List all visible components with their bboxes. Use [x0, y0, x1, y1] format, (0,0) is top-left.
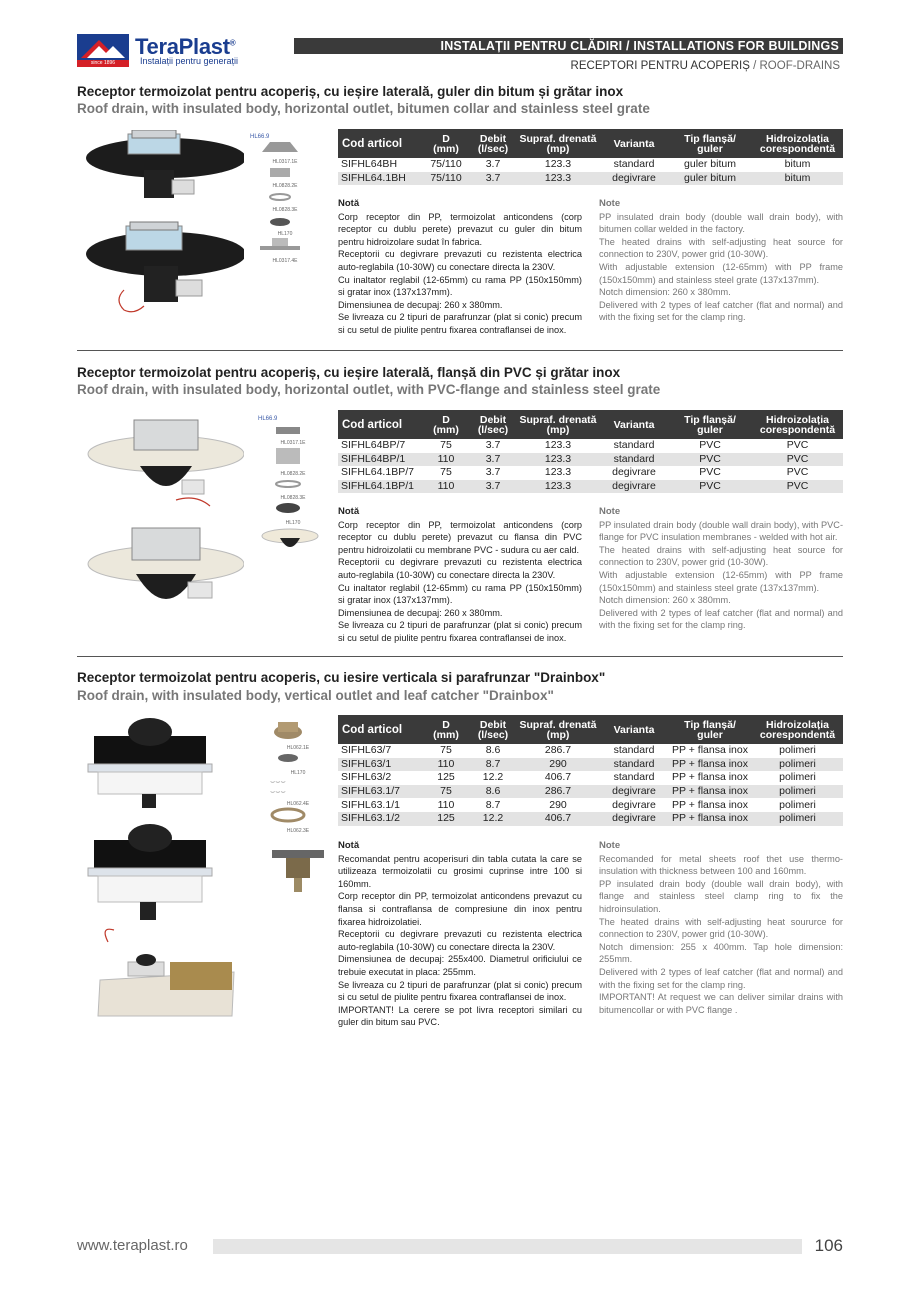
section-3-note-ro — [338, 840, 582, 1029]
footer-bar — [213, 1239, 802, 1254]
cell-code: SIFHL64.1BP/7 — [341, 466, 414, 479]
section-3-note-en — [599, 840, 843, 1016]
brand-name: TeraPlast® — [135, 34, 236, 59]
cell-flange: PP + flansa inox — [668, 758, 752, 772]
cell-flange: guler bitum — [668, 172, 752, 186]
note-line: Recomanded for metal sheets roof thet use thermo-insulation with thickness between 100 and 160mm. — [599, 853, 843, 877]
col-waterproof: Hidroizolația corespondentă — [752, 410, 843, 439]
leaf-catcher-thumb — [258, 501, 318, 515]
col-flange: Tip flanșă/ guler — [668, 715, 752, 744]
cell-area: 406.7 — [516, 812, 600, 826]
cell-variant: standard — [613, 439, 655, 452]
col-flange: Tip flanșă/ guler — [668, 129, 752, 158]
ring-thumb — [250, 192, 310, 202]
cell-waterproof: bitum — [752, 172, 843, 186]
note-line: Receptorii cu degivrare prevazuti cu rezistenta electrica auto-reglabila (10-30W) cu conectare directa la 230V. — [338, 929, 582, 952]
cell-area: 123.3 — [516, 453, 600, 467]
section-1-title-en: Roof drain, with insulated body, horizontal outlet, bitumen collar and stainless steel grate — [77, 101, 650, 116]
col-d: D (mm) — [422, 715, 470, 744]
thumb-label: HL0828.3E — [272, 207, 298, 213]
note-title: Note — [599, 198, 621, 209]
cell-code: SIFHL63/1 — [338, 758, 422, 772]
cell-flange: PP + flansa inox — [672, 771, 748, 784]
cell-area: 406.7 — [544, 771, 572, 784]
cell-code: SIFHL63.1/1 — [341, 798, 400, 811]
cell-flow: 8.6 — [470, 785, 516, 799]
table-row — [338, 771, 843, 785]
table-row — [338, 158, 843, 172]
cell-area: 290 — [516, 758, 600, 772]
cell-waterproof: polimeri — [752, 758, 843, 772]
cell-flange: guler bitum — [684, 158, 736, 171]
col-variant: Varianta — [600, 129, 668, 158]
section-1-note-ro — [338, 198, 582, 337]
note-line: PP insulated drain body (double wall drain body), with flange and stainless steel clamp ring to fix the hidroinsulation. — [599, 878, 843, 914]
cell-flow: 3.7 — [470, 453, 516, 467]
brand-logo[interactable] — [77, 34, 242, 68]
clamp-ring-thumb — [268, 807, 308, 823]
col-waterproof: Hidroizolația corespondentă — [752, 715, 843, 744]
brand-tagline: Instalații pentru generații — [140, 56, 239, 66]
cell-waterproof: polimeri — [752, 812, 843, 826]
col-flow: Debit (l/sec) — [470, 715, 516, 744]
note-line: Delivered with 2 types of leaf catcher (flat and normal) and with the fixing set for the clamp ring. — [599, 966, 843, 990]
col-code: Cod articol — [338, 410, 422, 439]
cell-d: 110 — [422, 758, 470, 772]
cell-variant: standard — [613, 744, 655, 757]
logo-since: since 1896 — [77, 60, 129, 67]
note-line: Notch dimension: 260 x 380mm. — [599, 287, 731, 298]
col-area: Supraf. drenată (mp) — [516, 410, 600, 439]
note-line: With adjustable extension (12-65mm) with PP frame (150x150mm) and stainless steel grate (137x137mm). — [599, 569, 843, 593]
cell-flow: 3.7 — [485, 158, 501, 171]
cell-flow: 12.2 — [470, 812, 516, 826]
note-title: Notă — [338, 840, 360, 851]
cell-area: 123.3 — [516, 172, 600, 186]
table-row — [338, 439, 843, 453]
note-line: Corp receptor din PP, termoizolat anticondens (corp receptor cu dublu perete) prevazut cu guler din bitum pentru hidroizolare sudat în fabrica. — [338, 211, 582, 247]
cell-waterproof: polimeri — [779, 771, 816, 784]
thumb-label: HL062.3E — [286, 828, 310, 834]
cell-variant: degivrare — [600, 480, 668, 494]
section-3-spec-table — [338, 715, 843, 826]
cell-flange: PP + flansa inox — [668, 785, 752, 799]
cell-flange: PP + flansa inox — [668, 812, 752, 826]
cell-variant: degivrare — [600, 172, 668, 186]
col-waterproof: Hidroizolația corespondentă — [752, 129, 843, 158]
cell-d: 75 — [440, 466, 452, 479]
section-2-spec-table — [338, 410, 843, 493]
note-line: IMPORTANT! La cerere se pot livra receptori similari cu guler din bitum sau PVC. — [338, 1004, 582, 1028]
model-label: HL66.9 — [258, 416, 278, 422]
section-3-title-ro: Receptor termoizolat pentru acoperis, cu iesire verticala si parafrunzar "Drainbox" — [77, 670, 606, 685]
col-code: Cod articol — [338, 129, 422, 158]
svg-text:⌣⌣⌣: ⌣⌣⌣ — [270, 787, 286, 796]
cell-variant: standard — [600, 453, 668, 467]
cell-code: SIFHL64BP/1 — [338, 453, 422, 467]
section-3-title-en: Roof drain, with insulated body, vertical outlet and leaf catcher "Drainbox" — [77, 688, 554, 703]
model-label: HL66.9 — [250, 134, 270, 140]
cell-area: 123.3 — [516, 480, 600, 494]
cell-waterproof: polimeri — [752, 785, 843, 799]
note-line: Se livreaza cu 2 tipuri de parafrunzar (plat si conic) precum si cu setul de piulite pentru fixarea contraflansei de inox. — [338, 312, 582, 335]
roof-drain-bitumen-image — [84, 130, 244, 316]
note-line: Corp receptor din PP, termoizolat anticondens prevazut cu flansa si contraflansa de compresiune din inox pentru fixarea hidroizolatiei. — [338, 891, 582, 927]
note-line: IMPORTANT! At request we can deliver similar drains with bitumencollar or with PVC flange . — [599, 992, 843, 1015]
cell-area: 286.7 — [544, 744, 572, 757]
cell-flange: PP + flansa inox — [672, 744, 748, 757]
cell-d: 125 — [437, 771, 455, 784]
cell-flange: PVC — [668, 453, 752, 467]
cell-area: 123.3 — [544, 158, 572, 171]
section-3-components — [268, 718, 328, 899]
category-bar: INSTALAȚII PENTRU CLĂDIRI / INSTALLATIONS FOR BUILDINGS — [294, 38, 843, 54]
thumb-label: HL0828.3E — [280, 495, 306, 501]
section-2-note-ro — [338, 506, 582, 645]
cell-waterproof: PVC — [752, 453, 843, 467]
cell-d: 125 — [422, 812, 470, 826]
cell-d: 75/110 — [430, 158, 462, 171]
thumb-label: HL062.1E — [286, 745, 310, 751]
section-1-note-en — [599, 198, 843, 324]
cell-variant: standard — [613, 158, 655, 171]
table-row — [338, 466, 843, 480]
cell-d: 110 — [422, 480, 470, 494]
cell-d: 110 — [422, 453, 470, 467]
thumb-label: HL0828.2E — [272, 183, 298, 189]
note-line: Recomandat pentru acoperisuri din tabla cutata la care se utilizeaza termoizolatii cu grosimi cuprinse intre 100 si 160mm. — [338, 853, 582, 889]
ring-thumb — [258, 478, 318, 490]
note-line: The heated drains with self-adjusting heat source for connection to 230V, power grid (10-30W). — [599, 544, 843, 568]
footer-website-link[interactable]: www.teraplast.ro — [77, 1237, 188, 1254]
section-2-note-en — [599, 506, 843, 632]
cell-flow: 3.7 — [470, 480, 516, 494]
thumb-label: HL170 — [290, 770, 306, 776]
cell-variant: degivrare — [600, 812, 668, 826]
note-line: Delivered with 2 types of leaf catcher (flat and normal) and with the fixing set for the clamp ring. — [599, 607, 843, 631]
cell-d: 75/110 — [422, 172, 470, 186]
roof-drain-drainbox-image — [84, 716, 244, 1020]
note-line: Se livreaza cu 2 tipuri de parafrunzar (plat si conic) precum si cu setul de piulite pentru fixarea contraflansei de inox. — [338, 979, 582, 1003]
table-row — [338, 172, 843, 186]
cell-variant: standard — [613, 771, 655, 784]
note-line: Cu inaltator reglabil (12-65mm) cu rama PP (150x150mm) si gratar inox (137x137mm). — [338, 582, 582, 606]
cell-flange: PVC — [699, 466, 721, 479]
note-line: Corp receptor din PP, termoizolat anticondens (corp receptor cu dublu perete) prevazut cu flansa din PVC pentru hidroizolatii cu membrane PVC - sudura cu aer cald. — [338, 519, 582, 555]
extension-thumb — [250, 237, 310, 253]
col-area: Supraf. drenată (mp) — [516, 129, 600, 158]
note-title: Note — [599, 840, 621, 851]
table-header-row — [338, 129, 843, 158]
grate-thumb — [258, 425, 318, 435]
note-line: Dimensiunea de decupaj: 260 x 380mm. — [338, 299, 503, 310]
cell-flow: 8.7 — [470, 758, 516, 772]
cell-waterproof: PVC — [752, 480, 843, 494]
cell-waterproof: polimeri — [779, 744, 816, 757]
col-variant: Varianta — [600, 715, 668, 744]
subcategory: RECEPTORI PENTRU ACOPERIȘ / ROOF-DRAINS — [570, 60, 840, 72]
cell-variant: degivrare — [600, 785, 668, 799]
thumb-label: HL0317.1E — [280, 440, 306, 446]
cell-area: 286.7 — [516, 785, 600, 799]
section-2-components — [258, 416, 328, 561]
cell-code: SIFHL63/2 — [341, 771, 392, 784]
frame-thumb — [258, 446, 318, 466]
cell-flow: 8.7 — [485, 798, 501, 811]
note-line: Se livreaza cu 2 tipuri de parafrunzar (plat si conic) precum si cu setul de piulite pentru fixarea contraflansei de inox. — [338, 620, 582, 643]
cell-flow: 12.2 — [482, 771, 504, 784]
section-2-title-en: Roof drain, with insulated body, horizontal outlet, with PVC-flange and stainless steel grate — [77, 382, 661, 397]
cell-flange: PVC — [668, 480, 752, 494]
col-flow: Debit (l/sec) — [470, 410, 516, 439]
col-d: D (mm) — [422, 129, 470, 158]
grate-thumb — [250, 140, 310, 154]
note-title: Notă — [338, 198, 360, 209]
frame-thumb — [250, 166, 310, 178]
cell-code: SIFHL63.1/7 — [338, 785, 422, 799]
note-line: Dimensiunea de decupaj: 255x400. Diametrul orificiului ce trebuie executat in placa: 255mm. — [338, 954, 582, 977]
section-divider — [77, 656, 843, 657]
note-line: Notch dimension: 260 x 380mm. — [599, 595, 731, 606]
cell-code: SIFHL63.1/2 — [338, 812, 422, 826]
cell-d: 75 — [440, 744, 452, 757]
frame-thumb — [268, 751, 308, 765]
thumb-label: HL170 — [277, 231, 293, 237]
cell-code: SIFHL64BP/7 — [341, 439, 406, 452]
leaf-catcher-thumb — [268, 718, 308, 740]
table-header-row — [338, 715, 843, 744]
cell-variant: degivrare — [612, 466, 656, 479]
cell-waterproof: PVC — [786, 439, 809, 452]
cell-area: 290 — [549, 798, 567, 811]
col-area: Supraf. drenată (mp) — [516, 715, 600, 744]
cell-code: SIFHL64.1BP/1 — [338, 480, 422, 494]
cell-code: SIFHL64BH — [341, 158, 398, 171]
cell-flange: PP + flansa inox — [672, 798, 748, 811]
table-header-row — [338, 410, 843, 439]
note-line: The heated drains with self-adjusting heat soururce for connection to 230V, power grid (10-30W). — [599, 916, 843, 940]
cell-area: 123.3 — [544, 439, 572, 452]
thumb-label: HL170 — [285, 520, 301, 526]
note-line: Receptorii cu degivrare prevazuti cu rezistenta electrica auto-reglabila (10-30W) cu conectare directa la 230V. — [338, 557, 582, 580]
cell-code: SIFHL64.1BH — [338, 172, 422, 186]
cell-variant: standard — [600, 758, 668, 772]
page-number: 106 — [814, 1236, 843, 1255]
table-row — [338, 758, 843, 772]
thumb-label: HL0317.4E — [272, 258, 298, 264]
section-divider — [77, 350, 843, 351]
note-line: Receptorii cu degivrare prevazuti cu rezistenta electrica auto-reglabila (10-30W) cu conectare directa la 230V. — [338, 249, 582, 272]
cell-flow: 8.6 — [485, 744, 501, 757]
cell-waterproof: PVC — [786, 466, 809, 479]
section-1-components — [250, 134, 320, 264]
cell-flow: 3.7 — [485, 439, 501, 452]
leaf-catcher-thumb — [250, 216, 310, 226]
note-line: Cu inaltator reglabil (12-65mm) cu rama PP (150x150mm) si gratar inox (137x137mm). — [338, 274, 582, 298]
section-2-title-ro: Receptor termoizolat pentru acoperiș, cu ieșire laterală, flanșă din PVC și grătar inox — [77, 365, 621, 380]
section-1-spec-table — [338, 129, 843, 185]
note-title: Notă — [338, 506, 360, 517]
note-line: With adjustable extension (12-65mm) with PP frame (150x150mm) and stainless steel grate (137x137mm). — [599, 261, 843, 285]
cell-flange: PVC — [699, 439, 721, 452]
cell-waterproof: bitum — [784, 158, 811, 171]
table-row — [338, 798, 843, 812]
cell-flow: 3.7 — [470, 172, 516, 186]
note-line: Notch dimension: 255 x 400mm. Tap hole dimension: 255mm. — [599, 941, 843, 965]
drainbox-body-thumb — [268, 844, 328, 894]
thumb-label: HL062.4E — [286, 801, 310, 807]
thumb-label: HL0317.1E — [272, 159, 298, 165]
table-row — [338, 480, 843, 494]
table-row — [338, 744, 843, 758]
cell-d: 110 — [437, 798, 455, 811]
col-code: Cod articol — [338, 715, 422, 744]
note-line: Delivered with 2 types of leaf catcher (flat and normal) and with the fixing set for the clamp ring. — [599, 299, 843, 323]
cell-flow: 3.7 — [485, 466, 501, 479]
table-row — [338, 812, 843, 826]
col-flange: Tip flanșă/ guler — [668, 410, 752, 439]
thumb-label: HL0828.2E — [280, 471, 306, 477]
svg-text:⌣⌣⌣: ⌣⌣⌣ — [270, 777, 286, 786]
note-title: Note — [599, 506, 621, 517]
cell-area: 123.3 — [544, 466, 572, 479]
col-d: D (mm) — [422, 410, 470, 439]
note-line: Dimensiunea de decupaj: 260 x 380mm. — [338, 607, 503, 618]
table-row — [338, 453, 843, 467]
fixing-set-thumb — [268, 776, 308, 796]
cell-d: 75 — [440, 439, 452, 452]
cell-variant: degivrare — [612, 798, 656, 811]
cell-code: SIFHL63/7 — [341, 744, 392, 757]
pvc-flange-thumb — [258, 526, 322, 556]
note-line: PP insulated drain body (double wall drain body), with PVC-flange for PVC insulation membranes - welded with hot air. — [599, 519, 843, 543]
section-1-title-ro: Receptor termoizolat pentru acoperiș, cu ieșire laterală, guler din bitum și grătar inox — [77, 84, 624, 99]
note-line: PP insulated drain body (double wall drain body), with bitumen collar welded in the factory. — [599, 211, 843, 235]
col-variant: Varianta — [600, 410, 668, 439]
cell-d: 75 — [422, 785, 470, 799]
table-row — [338, 785, 843, 799]
cell-waterproof: polimeri — [779, 798, 816, 811]
note-line: The heated drains with self-adjusting heat source for connection to 230V, power grid (10-30W). — [599, 236, 843, 260]
roof-drain-pvc-image — [84, 414, 244, 620]
col-flow: Debit (l/sec) — [470, 129, 516, 158]
